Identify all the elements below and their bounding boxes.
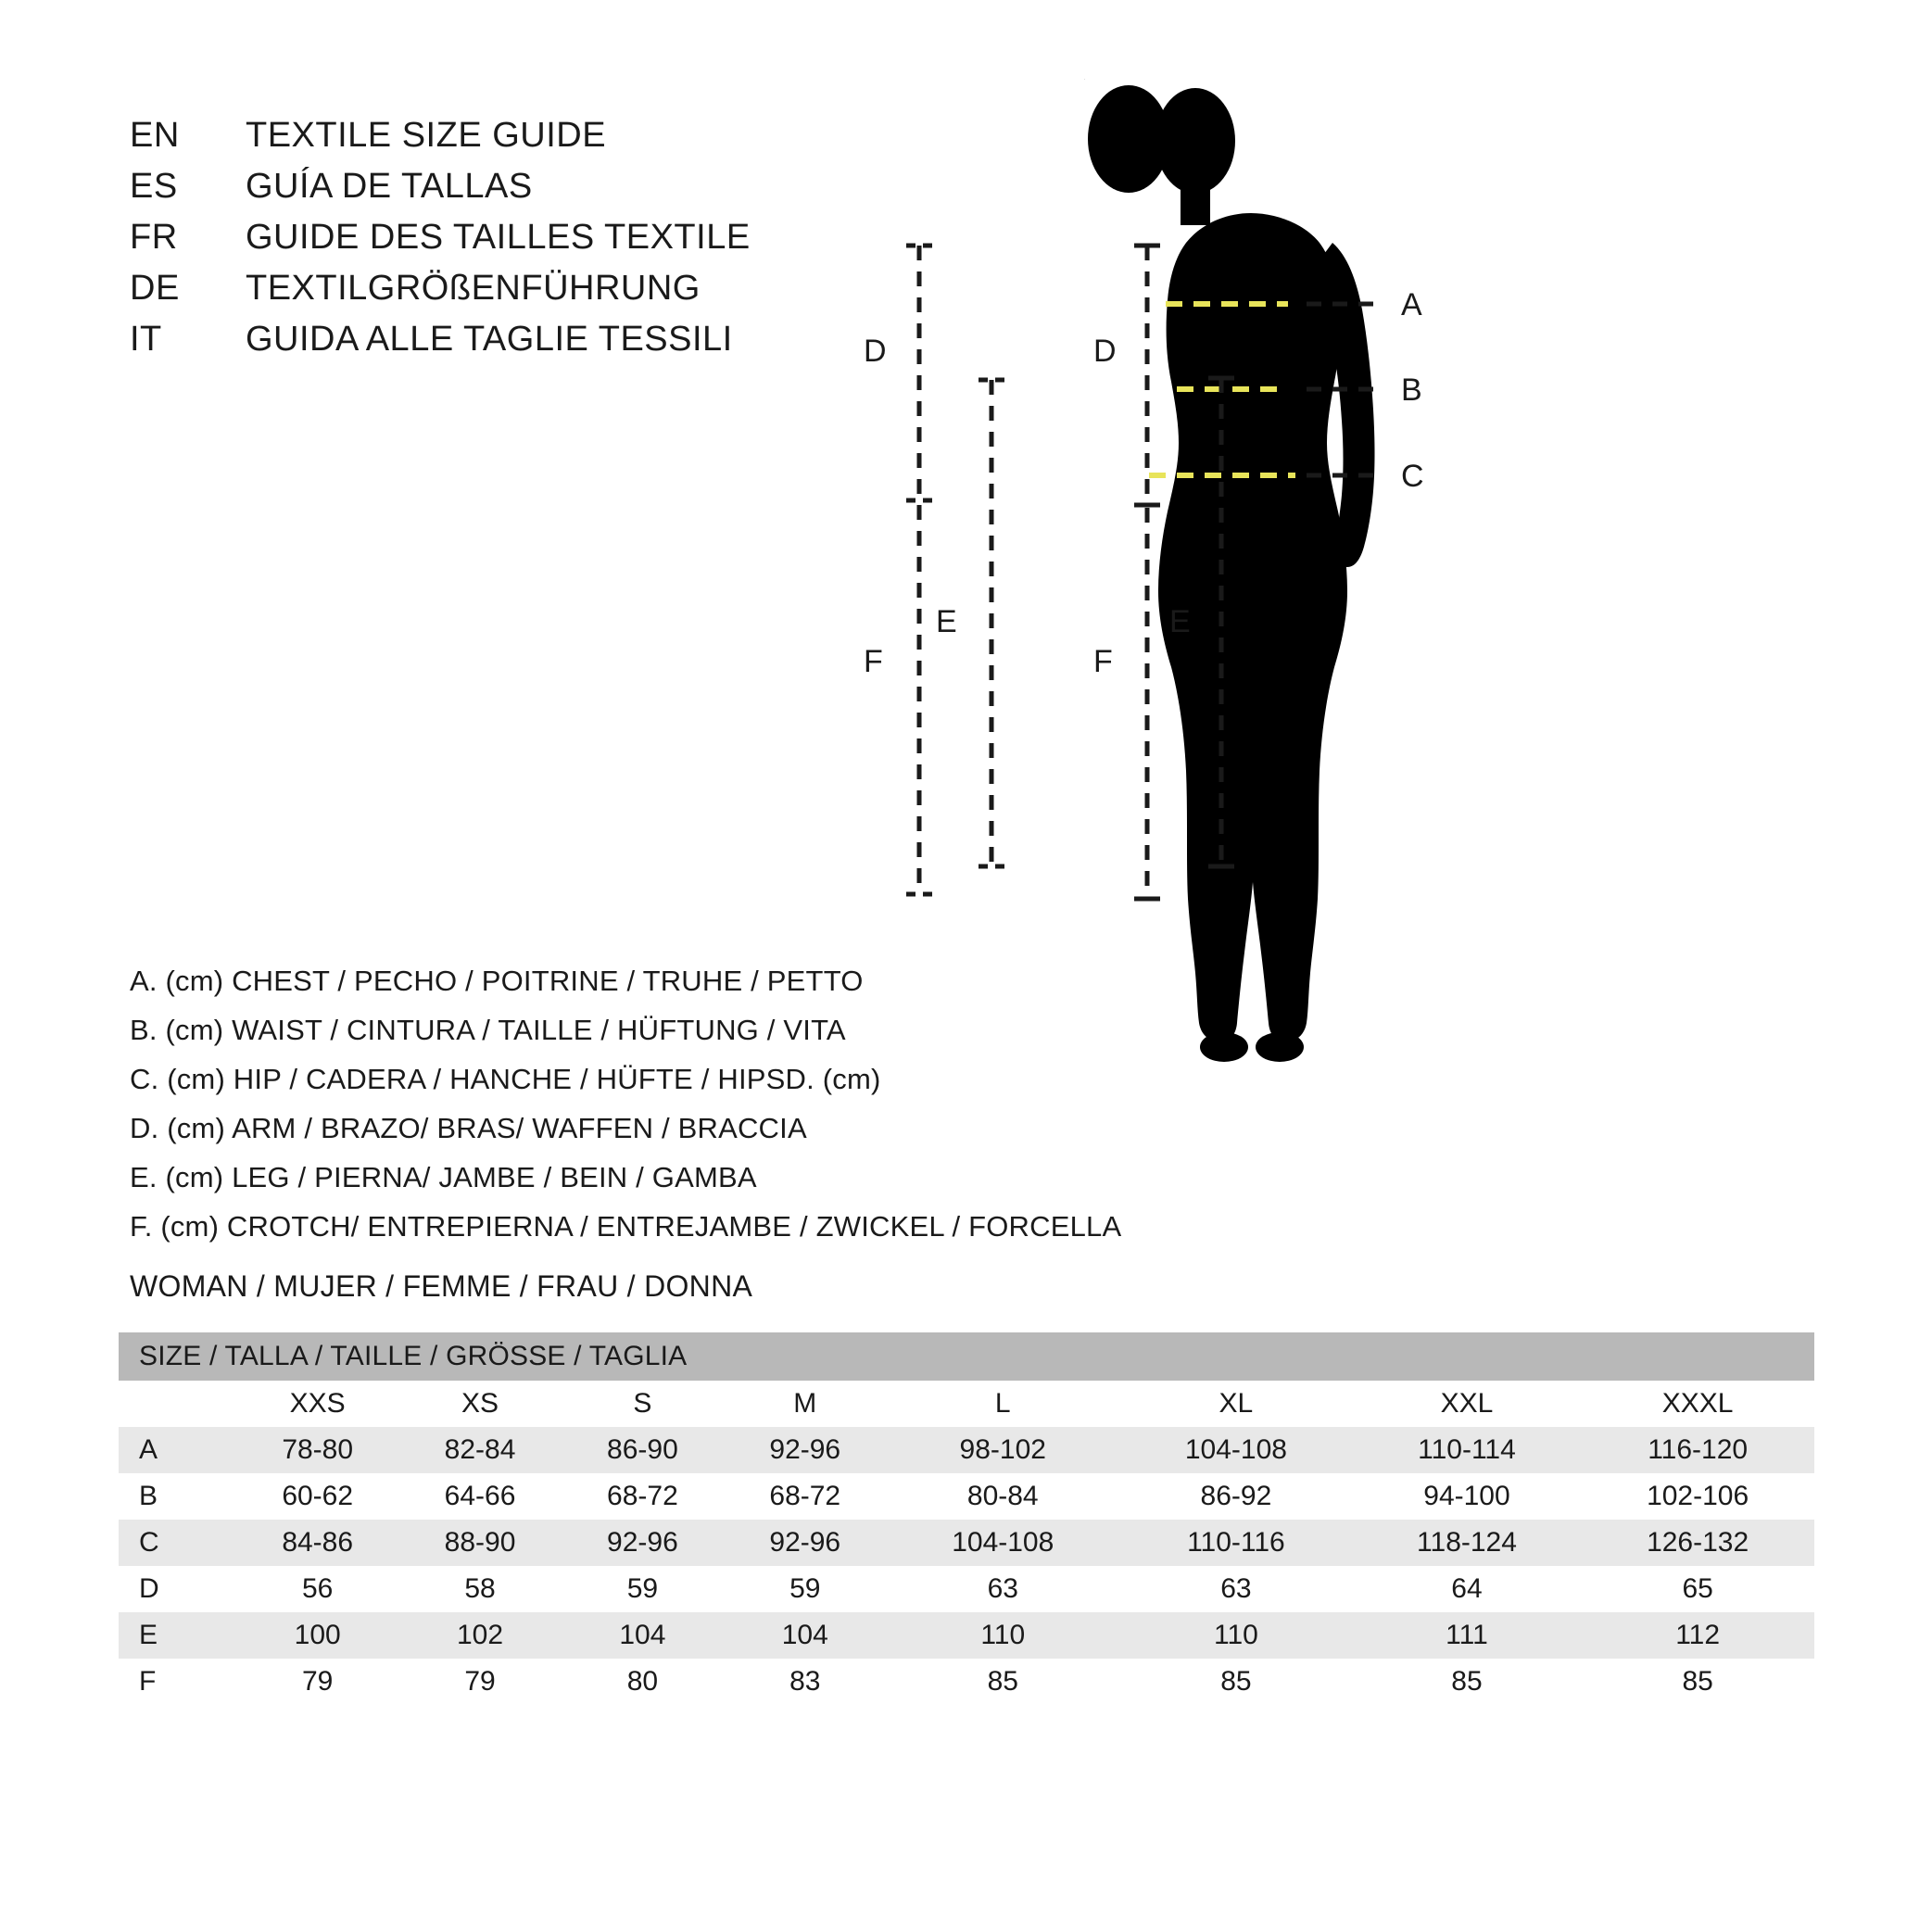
female-silhouette-icon <box>1084 79 1374 1177</box>
cell-e-xl: 110 <box>1119 1612 1353 1659</box>
legend-item-e: E. (cm) LEG / PIERNA/ JAMBE / BEIN / GAMBA <box>130 1161 757 1193</box>
cell-a-m: 92-96 <box>724 1427 886 1473</box>
row-label-f: F <box>139 1666 157 1697</box>
label-e: E <box>936 604 957 639</box>
label-b: B <box>1401 372 1422 408</box>
table-row <box>119 1566 1814 1612</box>
measurement-diagram <box>864 83 1872 1177</box>
cell-b-xl: 86-92 <box>1200 1481 1272 1511</box>
table-corner-cell <box>119 1381 236 1427</box>
cell-c-s: 92-96 <box>562 1520 724 1566</box>
bracket-e <box>979 380 1004 866</box>
size-table <box>119 1332 1814 1705</box>
table-row <box>119 1659 1814 1705</box>
legend-item-a: A. (cm) CHEST / PECHO / POITRINE / TRUHE / PETTO <box>130 965 864 997</box>
size-header-xxs: XXS <box>289 1388 346 1419</box>
cell-f-l: 85 <box>987 1666 1018 1697</box>
cell-b-xs: 64-66 <box>444 1481 516 1511</box>
label-e-text: E <box>1169 604 1191 639</box>
table-row <box>119 1473 1814 1520</box>
size-header-m: M <box>793 1388 817 1419</box>
size-header-l: L <box>994 1388 1011 1419</box>
cell-b-xxxl: 102-106 <box>1647 1481 1749 1511</box>
table-header-row <box>119 1381 1814 1427</box>
cell-f-xl: 85 <box>1220 1666 1252 1697</box>
cell-b-m: 68-72 <box>769 1481 841 1511</box>
cell-e-xxl: 111 <box>1353 1612 1582 1659</box>
title-text-es: GUÍA DE TALLAS <box>246 167 533 206</box>
size-header-xxl: XXL <box>1440 1388 1494 1419</box>
cell-f-m: 83 <box>789 1666 821 1697</box>
cell-d-xl: 63 <box>1220 1573 1252 1604</box>
title-row <box>130 116 751 167</box>
cell-d-xs: 58 <box>464 1573 496 1604</box>
legend-item-b: B. (cm) WAIST / CINTURA / TAILLE / HÜFTUNG / VITA <box>130 1014 846 1046</box>
cell-e-s: 104 <box>562 1612 724 1659</box>
row-label-e: E <box>119 1612 236 1659</box>
legend-item-d: D. (cm) ARM / BRAZO/ BRAS/ WAFFEN / BRACCIA <box>130 1112 807 1144</box>
cell-f-s: 80 <box>626 1666 659 1697</box>
cell-b-s: 68-72 <box>607 1481 678 1511</box>
size-header-xs: XS <box>461 1388 499 1419</box>
cell-c-xxl: 118-124 <box>1353 1520 1582 1566</box>
row-label-a: A <box>119 1427 236 1473</box>
label-a: A <box>1401 287 1422 322</box>
cell-a-xxs: 78-80 <box>236 1427 398 1473</box>
legend-item-c: C. (cm) HIP / CADERA / HANCHE / HÜFTE / HIPSD. (cm) <box>130 1063 881 1095</box>
cell-d-xxs: 56 <box>301 1573 334 1604</box>
cell-f-xxxl: 85 <box>1682 1666 1713 1697</box>
title-text-en: TEXTILE SIZE GUIDE <box>246 116 607 155</box>
cell-a-xxxl: 116-120 <box>1581 1427 1814 1473</box>
title-lang-de: DE <box>130 269 180 308</box>
cell-c-xs: 88-90 <box>398 1520 561 1566</box>
title-row <box>130 167 751 218</box>
title-text-de: TEXTILGRÖßENFÜHRUNG <box>246 269 701 308</box>
bracket-f <box>906 505 932 894</box>
cell-d-xxxl: 65 <box>1682 1573 1713 1604</box>
cell-c-l: 104-108 <box>886 1520 1119 1566</box>
gender-heading: WOMAN / MUJER / FEMME / FRAU / DONNA <box>130 1269 753 1303</box>
cell-d-l: 63 <box>987 1573 1018 1604</box>
table-row <box>119 1427 1814 1473</box>
table-band-header-row <box>119 1332 1814 1381</box>
measurement-legend <box>130 956 1121 1251</box>
label-c: C <box>1401 459 1424 494</box>
cell-e-xxxl: 112 <box>1581 1612 1814 1659</box>
label-f-text: F <box>1093 644 1113 679</box>
cell-c-xl: 110-116 <box>1119 1520 1353 1566</box>
table-row <box>119 1520 1814 1566</box>
cell-d-xxl: 64 <box>1451 1573 1483 1604</box>
cell-e-xs: 102 <box>398 1612 561 1659</box>
title-row <box>130 218 751 269</box>
title-text-fr: GUIDE DES TAILLES TEXTILE <box>246 218 751 257</box>
cell-f-xxl: 85 <box>1451 1666 1483 1697</box>
size-header-xl: XL <box>1219 1388 1254 1419</box>
title-lang-it: IT <box>130 320 162 359</box>
cell-d-m: 59 <box>789 1573 821 1604</box>
label-d-text: D <box>1093 334 1117 369</box>
title-row <box>130 269 751 320</box>
title-lang-en: EN <box>130 116 180 155</box>
cell-e-xxs: 100 <box>236 1612 398 1659</box>
bracket-d <box>906 246 932 500</box>
cell-c-m: 92-96 <box>724 1520 886 1566</box>
cell-b-l: 80-84 <box>966 1481 1039 1511</box>
cell-a-xxl: 110-114 <box>1353 1427 1582 1473</box>
legend-item-f: F. (cm) CROTCH/ ENTREPIERNA / ENTREJAMBE / ZWICKEL / FORCELLA <box>130 1210 1122 1243</box>
label-f: F <box>864 644 883 679</box>
cell-a-xl: 104-108 <box>1119 1427 1353 1473</box>
cell-e-m: 104 <box>724 1612 886 1659</box>
cell-d-s: 59 <box>626 1573 659 1604</box>
cell-f-xs: 79 <box>464 1666 496 1697</box>
table-row <box>119 1612 1814 1659</box>
table-band-header: SIZE / TALLA / TAILLE / GRÖSSE / TAGLIA <box>119 1332 1814 1381</box>
size-header-s: S <box>633 1388 652 1419</box>
size-header-xxxl: XXXL <box>1661 1388 1734 1419</box>
cell-b-xxs: 60-62 <box>282 1481 354 1511</box>
cell-e-l: 110 <box>886 1612 1119 1659</box>
cell-a-xs: 82-84 <box>398 1427 561 1473</box>
cell-b-xxl: 94-100 <box>1423 1481 1510 1511</box>
row-label-d: D <box>139 1573 159 1604</box>
title-block <box>130 116 751 371</box>
row-label-c: C <box>119 1520 236 1566</box>
title-row <box>130 320 751 371</box>
title-text-it: GUIDA ALLE TAGLIE TESSILI <box>246 320 733 359</box>
title-lang-es: ES <box>130 167 178 206</box>
title-lang-fr: FR <box>130 218 178 257</box>
cell-f-xxs: 79 <box>301 1666 334 1697</box>
label-d: D <box>864 334 887 369</box>
cell-a-s: 86-90 <box>562 1427 724 1473</box>
row-label-b: B <box>139 1481 158 1511</box>
cell-c-xxs: 84-86 <box>236 1520 398 1566</box>
cell-c-xxxl: 126-132 <box>1581 1520 1814 1566</box>
cell-a-l: 98-102 <box>886 1427 1119 1473</box>
